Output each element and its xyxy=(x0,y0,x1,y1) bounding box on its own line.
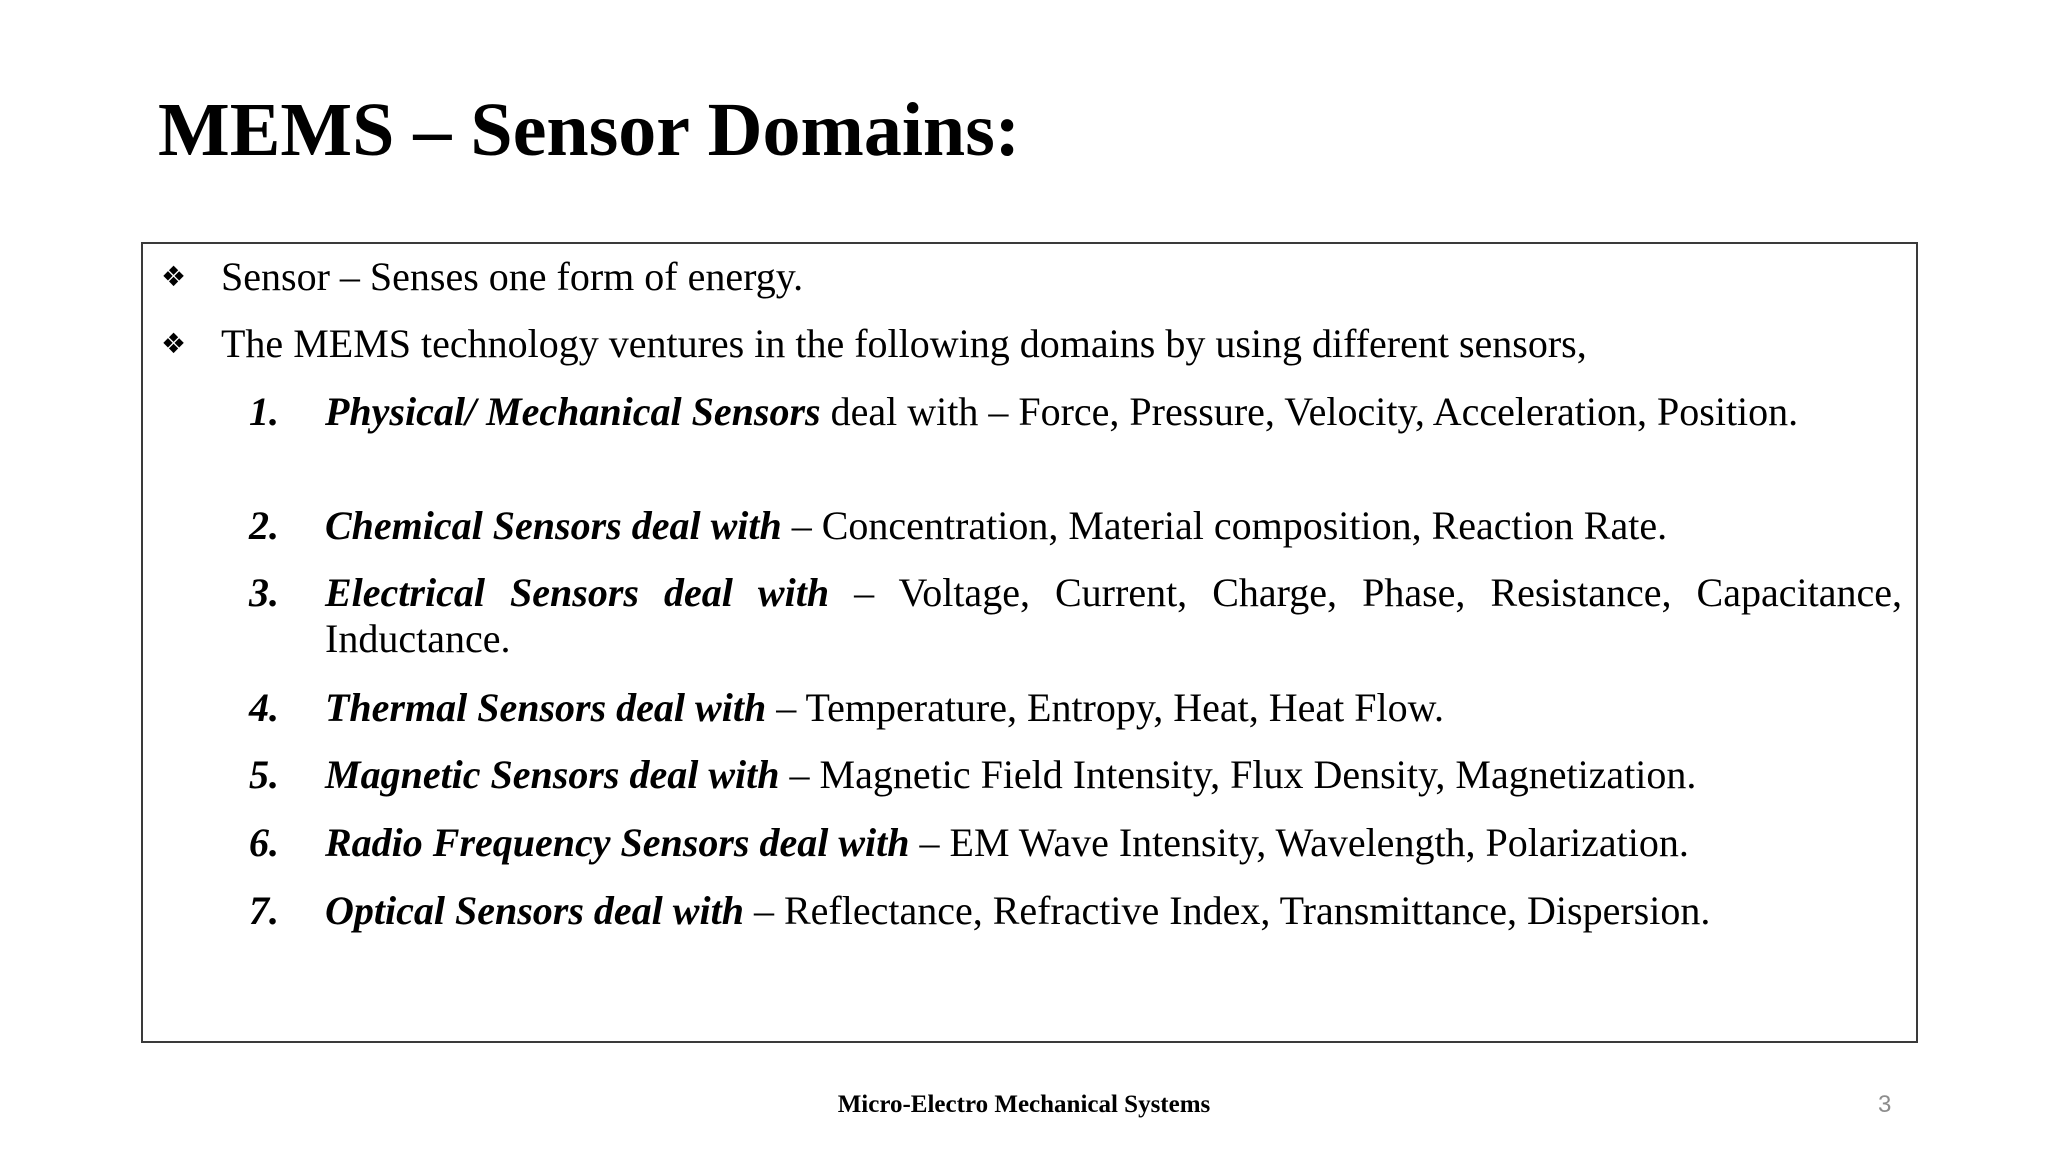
list-item-body: – Concentration, Material composition, Reaction Rate. xyxy=(781,503,1668,548)
slide-footer: Micro-Electro Mechanical Systems xyxy=(837,1091,1211,1118)
list-item-number: 6. xyxy=(249,820,279,865)
list-item xyxy=(249,685,1902,731)
bullet-item xyxy=(161,321,1587,367)
list-item-body: – Magnetic Field Intensity, Flux Density, Magnetization. xyxy=(779,752,1697,797)
list-item-body: – EM Wave Intensity, Wavelength, Polarization. xyxy=(909,820,1689,865)
list-item-text xyxy=(325,570,1902,662)
diamond-bullet-icon: ❖ xyxy=(161,327,187,360)
diamond-bullet-icon: ❖ xyxy=(161,260,187,293)
list-item-number: 2. xyxy=(249,503,279,548)
list-item-text xyxy=(325,685,1902,731)
list-item-number: 1. xyxy=(249,389,279,434)
bullet-text: The MEMS technology ventures in the following domains by using different sensors, xyxy=(221,321,1587,366)
list-item-text xyxy=(325,820,1902,866)
list-item-body: – Reflectance, Refractive Index, Transmittance, Dispersion. xyxy=(743,888,1711,933)
list-item-text xyxy=(325,503,1902,549)
list-item-heading: Radio Frequency Sensors deal with xyxy=(325,820,910,865)
slide-title: MEMS – Sensor Domains: xyxy=(158,88,1021,172)
list-item xyxy=(249,752,1902,798)
list-item xyxy=(249,503,1902,549)
list-item-body: deal with – Force, Pressure, Velocity, Acceleration, Position. xyxy=(820,389,1799,434)
list-item-heading: Thermal Sensors deal with xyxy=(325,685,767,730)
content-box xyxy=(141,242,1918,1043)
list-item-heading: Chemical Sensors deal with xyxy=(325,503,782,548)
page-number: 3 xyxy=(1878,1091,1892,1118)
list-item-number: 4. xyxy=(249,685,279,730)
list-item xyxy=(249,570,1902,662)
list-item-number: 7. xyxy=(249,888,279,933)
list-item-body: – Voltage, Current, Charge, Phase, Resistance, Capacitance, Inductance. xyxy=(325,570,1902,661)
list-item-heading: Electrical Sensors deal with xyxy=(325,570,830,615)
list-item-text xyxy=(325,888,1902,934)
list-item-heading: Magnetic Sensors deal with xyxy=(325,752,780,797)
list-item xyxy=(249,389,1902,435)
list-item-text xyxy=(325,752,1902,798)
list-item-number: 5. xyxy=(249,752,279,797)
list-item xyxy=(249,820,1902,866)
bullet-item xyxy=(161,254,803,300)
list-item-heading: Physical/ Mechanical Sensors xyxy=(325,389,821,434)
list-item xyxy=(249,888,1902,934)
list-item-heading: Optical Sensors deal with xyxy=(325,888,744,933)
list-item-number: 3. xyxy=(249,570,279,615)
list-item-body: – Temperature, Entropy, Heat, Heat Flow. xyxy=(766,685,1444,730)
list-item-text xyxy=(325,389,1902,435)
bullet-text: Sensor – Senses one form of energy. xyxy=(221,254,804,299)
